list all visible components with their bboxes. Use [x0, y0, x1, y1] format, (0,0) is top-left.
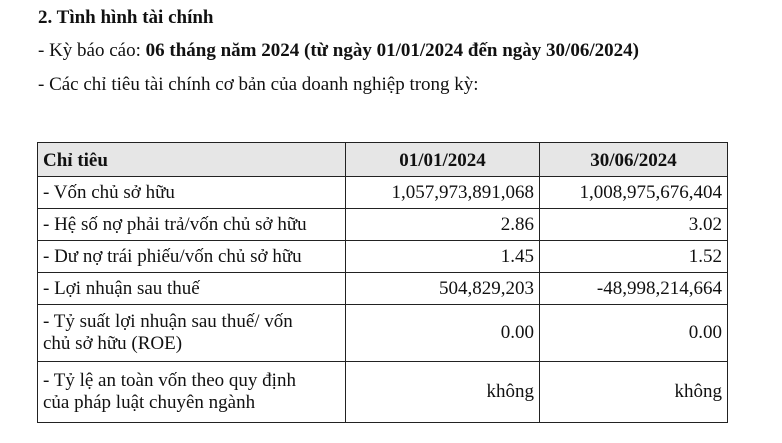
row-value-start: 1,057,973,891,068: [346, 177, 540, 209]
table-row: [38, 177, 728, 209]
table-header-row: [38, 143, 728, 177]
report-period-line: [38, 40, 639, 62]
row-value-start: 0.00: [346, 305, 540, 362]
header-date-start: 01/01/2024: [346, 143, 540, 177]
row-value-end: 1.52: [540, 241, 728, 273]
row-value-end: không: [540, 362, 728, 423]
row-value-start: không: [346, 362, 540, 423]
row-value-end: 0.00: [540, 305, 728, 362]
table-row: [38, 273, 728, 305]
row-label: - Vốn chủ sở hữu: [38, 177, 346, 209]
row-value-start: 2.86: [346, 209, 540, 241]
row-label-line-2: của pháp luật chuyên ngành: [43, 392, 256, 413]
row-label-line-1: - Tỷ suất lợi nhuận sau thuế/ vốn: [43, 311, 293, 332]
section-title: 2. Tình hình tài chính: [38, 7, 214, 28]
row-label: - Hệ số nợ phải trả/vốn chủ sở hữu: [38, 209, 346, 241]
table-row: [38, 209, 728, 241]
table-row: [38, 305, 728, 362]
row-label: [38, 305, 346, 362]
row-label-line-1: - Tỷ lệ an toàn vốn theo quy định: [43, 370, 296, 391]
header-date-end: 30/06/2024: [540, 143, 728, 177]
intro-line: - Các chỉ tiêu tài chính cơ bản của doanh nghiệp trong kỳ:: [38, 74, 479, 95]
row-label: - Lợi nhuận sau thuế: [38, 273, 346, 305]
row-value-start: 1.45: [346, 241, 540, 273]
row-value-end: 1,008,975,676,404: [540, 177, 728, 209]
row-value-end: -48,998,214,664: [540, 273, 728, 305]
row-label: - Dư nợ trái phiếu/vốn chủ sở hữu: [38, 241, 346, 273]
header-indicator: Chỉ tiêu: [38, 143, 346, 177]
row-value-end: 3.02: [540, 209, 728, 241]
row-label-line-2: chủ sở hữu (ROE): [43, 333, 183, 354]
financial-indicators-table: [37, 142, 728, 423]
row-value-start: 504,829,203: [346, 273, 540, 305]
row-label: [38, 362, 346, 423]
table-row: [38, 362, 728, 423]
table-row: [38, 241, 728, 273]
report-period-value: 06 tháng năm 2024 (từ ngày 01/01/2024 đến ngày 30/06/2024): [145, 40, 639, 61]
report-period-label: - Kỳ báo cáo:: [38, 40, 146, 61]
